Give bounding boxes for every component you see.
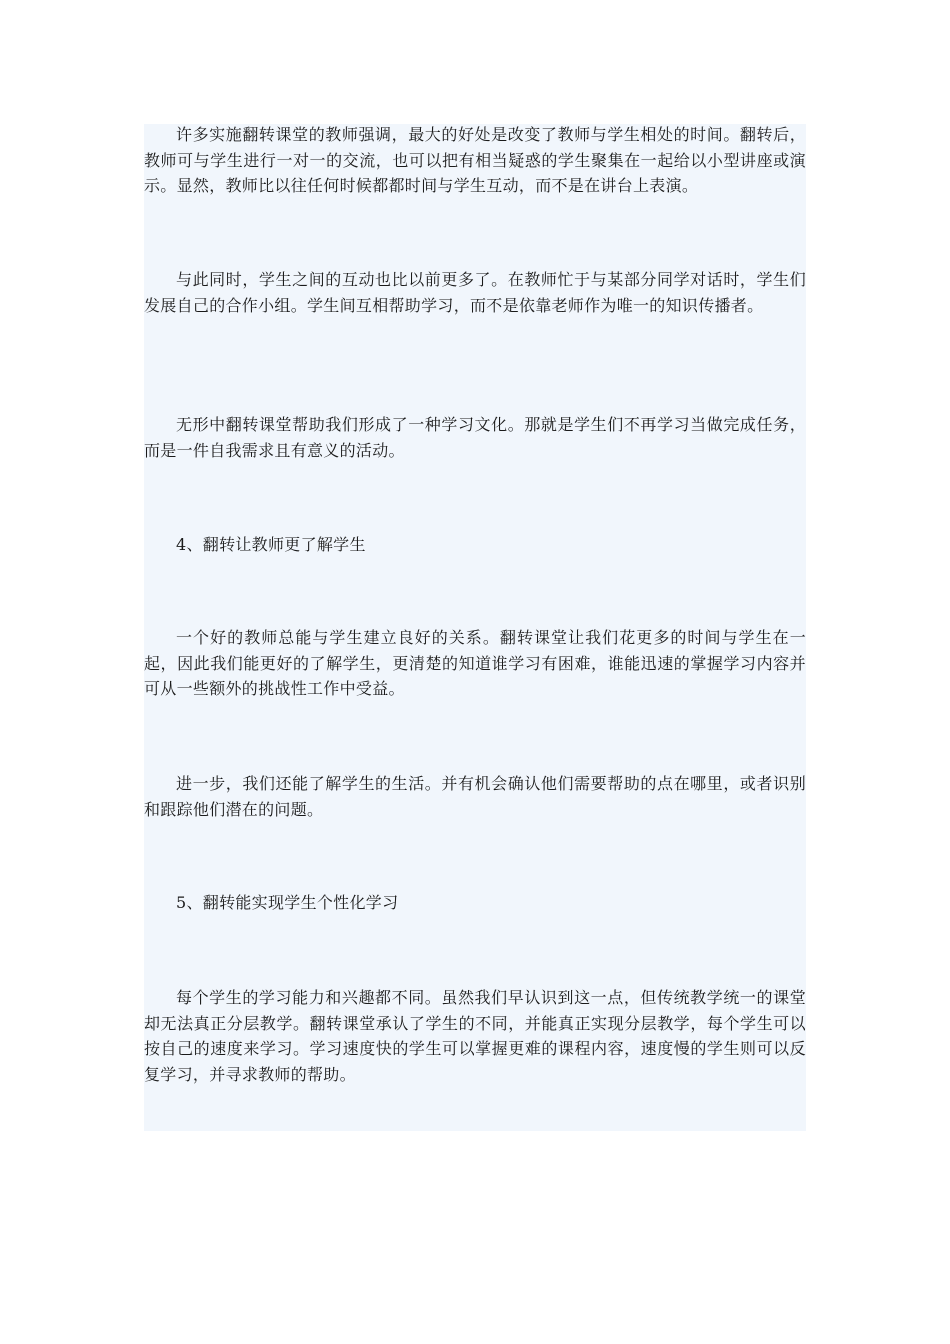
section-heading-4: 4、翻转让教师更了解学生 <box>176 535 366 554</box>
paragraph-student-interaction: 与此同时，学生之间的互动也比以前更多了。在教师忙于与某部分同学对话时，学生们发展自己的合作小组。学生间互相帮助学习，而不是依靠老师作为唯一的知识传播者。 <box>144 270 806 315</box>
paragraph-personalized-learning: 每个学生的学习能力和兴趣都不同。虽然我们早认识到这一点，但传统教学统一的课堂却无法真正分层教学。翻转课堂承认了学生的不同，并能真正实现分层教学，每个学生可以按自己的速度来学习。学习速度快的学生可以掌握更难的课程内容，速度慢的学生则可以反复学习，并寻求教师的帮助。 <box>144 988 806 1084</box>
paragraph-teacher-relationship: 一个好的教师总能与学生建立良好的关系。翻转课堂让我们花更多的时间与学生在一起，因此我们能更好的了解学生，更清楚的知道谁学习有困难，谁能迅速的掌握学习内容并可从一些额外的挑战性工作中受益。 <box>144 628 806 698</box>
paragraph-teacher-time: 许多实施翻转课堂的教师强调，最大的好处是改变了教师与学生相处的时间。翻转后，教师可与学生进行一对一的交流，也可以把有相当疑惑的学生聚集在一起给以小型讲座或演示。显然，教师比以往任何时候都都时间与学生互动，而不是在讲台上表演。 <box>144 125 806 195</box>
paragraph-learning-culture: 无形中翻转课堂帮助我们形成了一种学习文化。那就是学生们不再学习当做完成任务，而是一件自我需求且有意义的活动。 <box>144 415 806 460</box>
paragraph-student-life: 进一步，我们还能了解学生的生活。并有机会确认他们需要帮助的点在哪里，或者识别和跟踪他们潜在的问题。 <box>144 774 806 819</box>
section-heading-5: 5、翻转能实现学生个性化学习 <box>176 893 399 912</box>
